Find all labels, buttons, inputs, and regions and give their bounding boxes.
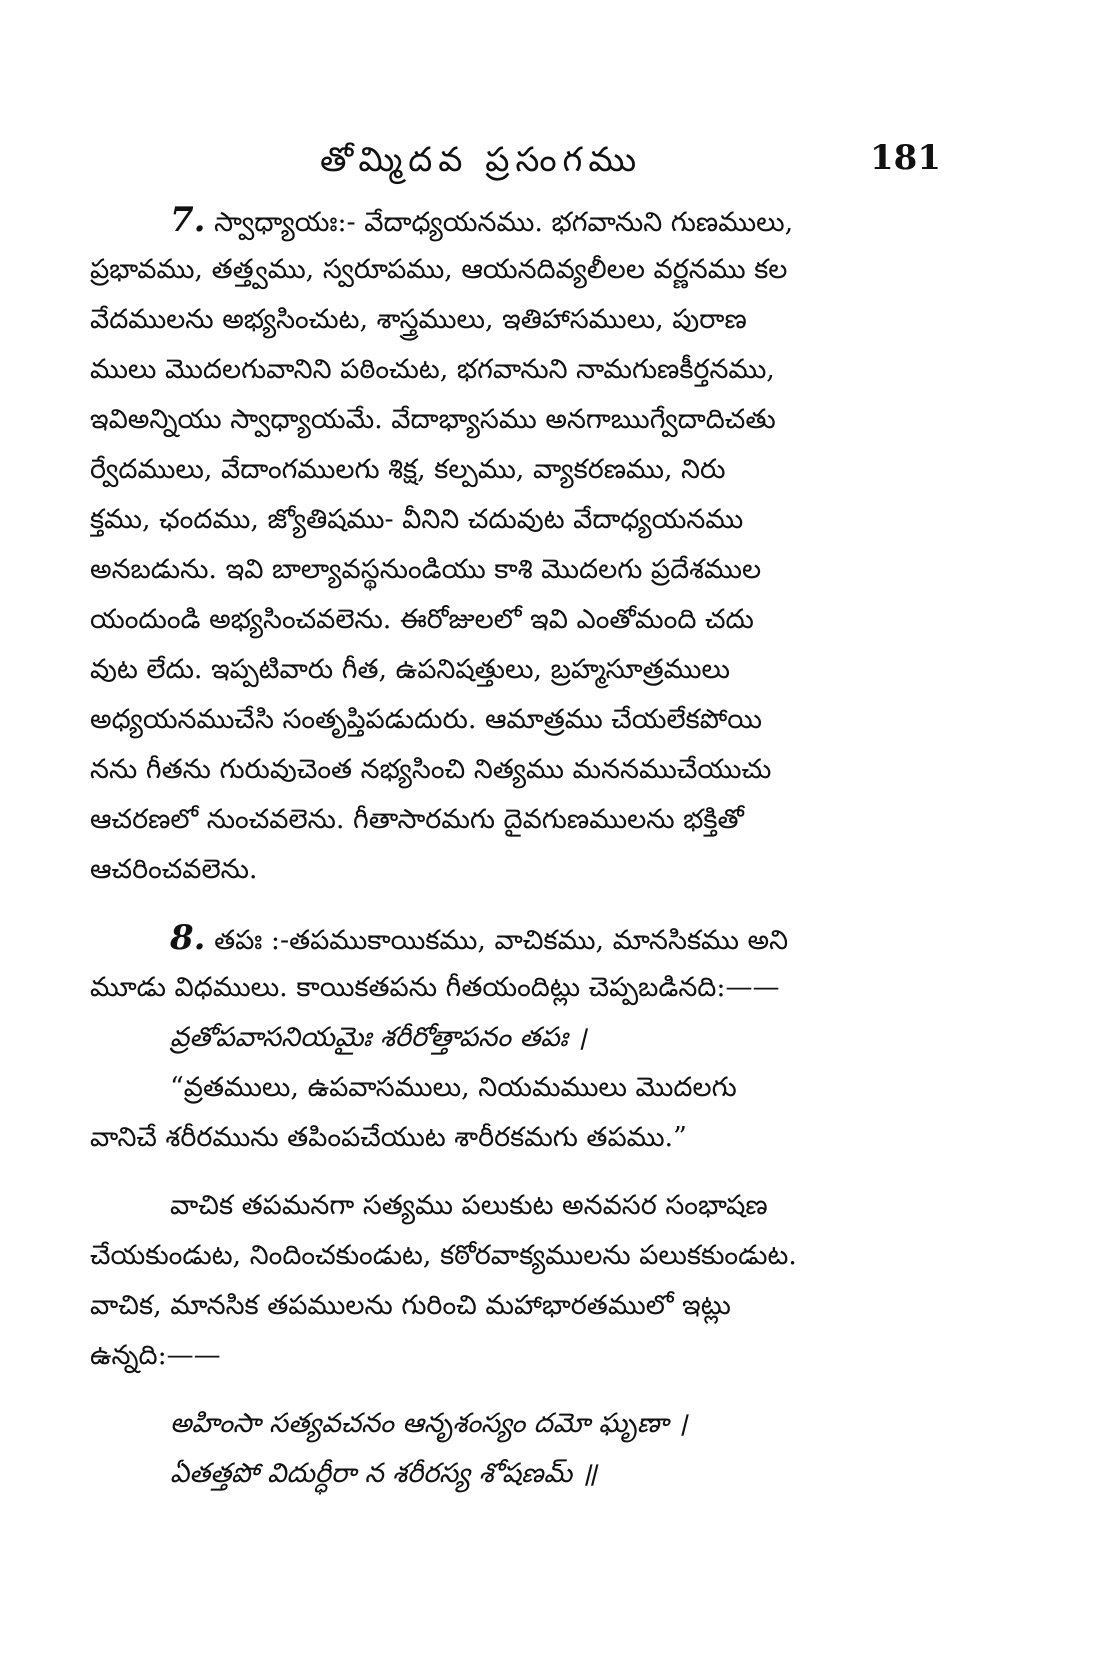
section-8-line-1: 8. తపః :-తపముకాయికము, వాచికము, మానసికము అని <box>170 918 789 958</box>
section-7-line: ఆచరించవలెను. <box>90 854 258 885</box>
translation-line: వానిచే శరీరమును తపింపచేయుట శారీరకమగు తపము.” <box>90 1122 687 1153</box>
section-7-line: అనబడును. ఇవి బాల్యావస్థనుండియు కాశి మొదలగు ప్రదేశముల <box>90 554 762 585</box>
paragraph-line: చేయకుండుట, నిందించకుండుట, కఠోరవాక్యములను పలుకకుండుట. <box>90 1240 797 1271</box>
section-7-line-1: 7. స్వాధ్యాయః:- వేదాధ్యయనము. భగవానుని గుణములు, <box>170 200 794 240</box>
body-text <box>90 195 910 1499</box>
section-7-number: 7. <box>170 200 206 240</box>
running-title: తోమ్మిదవ ప్రసంగము <box>320 140 643 180</box>
section-7-line: ర్వేదములు, వేదాంగములగు శిక్ష, కల్పము, వ్యాకరణము, నిరు <box>90 454 726 485</box>
section-7-line: అధ్యయనముచేసి సంతృప్తిపడుదురు. ఆమాత్రము చేయలేకపోయి <box>90 704 762 735</box>
section-7-line: ప్రభావము, తత్త్వము, స్వరూపము, ఆయనదివ్యలీలల వర్ణనము కల <box>90 254 788 285</box>
section-7-line: నను గీతను గురువుచెంత నభ్యసించి నిత్యము మననముచేయుచు <box>90 754 772 785</box>
section-7-line: ఇవిఅన్నియు స్వాధ్యాయమే. వేదాభ్యాసము అనగాఋగ్వేదాదిచతు <box>90 404 776 435</box>
translation-line: “వ్రతములు, ఉపవాసములు, నియమములు మొదలగు <box>170 1072 737 1103</box>
section-8-number: 8. <box>170 918 206 958</box>
section-7-line: క్తము, ఛందము, జ్యోతిషము- వీనిని చదువుట వేదాధ్యయనము <box>90 504 744 535</box>
section-7-line: వుట లేదు. ఇప్పటివారు గీత, ఉపనిషత్తులు, బ్రహ్మసూత్రములు <box>90 654 730 685</box>
paragraph-line: వాచిక, మానసిక తపములను గురించి మహాభారతములో ఇట్లు <box>90 1290 731 1321</box>
section-8-line: మూడు విధములు. కాయికతపను గీతయందిట్లు చెప్పబడినది:—— <box>90 972 780 1003</box>
paragraph-line: ఉన్నది:—— <box>90 1340 221 1371</box>
spacer <box>90 1381 910 1399</box>
section-7-line: వేదములను అభ్యసించుట, శాస్త్రములు, ఇతిహాసములు, పురాణ <box>90 304 747 335</box>
verse-quote-line: ఏతత్తపో విదుర్ధీరా న శరీరస్య శోషణమ్ ॥ <box>170 1458 597 1489</box>
paragraph-line: వాచిక తపమనగా సత్యము పలుకుట అనవసర సంభాషణ <box>170 1190 768 1221</box>
spacer <box>90 1163 910 1181</box>
spacer <box>90 895 910 913</box>
section-7-line: ములు మొదలగువానిని పఠించుట, భగవానుని నామగుణకీర్తనము, <box>90 354 775 385</box>
section-7-line: ఆచరణలో నుంచవలెను. గీతాసారమగు దైవగుణములను భక్తితో <box>90 804 744 835</box>
verse-quote-line: అహింసా సత్యవచనం ఆనృశంస్యం దమో ఘృణా । <box>170 1408 688 1439</box>
section-7-line: యందుండి అభ్యసించవలెను. ఈరోజులలో ఇవి ఎంతోమంది చదు <box>90 604 754 635</box>
page-number: 181 <box>870 138 941 178</box>
verse-quote: వ్రతోపవాసనియమైః శరీరోత్తాపనం తపః । <box>170 1022 587 1053</box>
